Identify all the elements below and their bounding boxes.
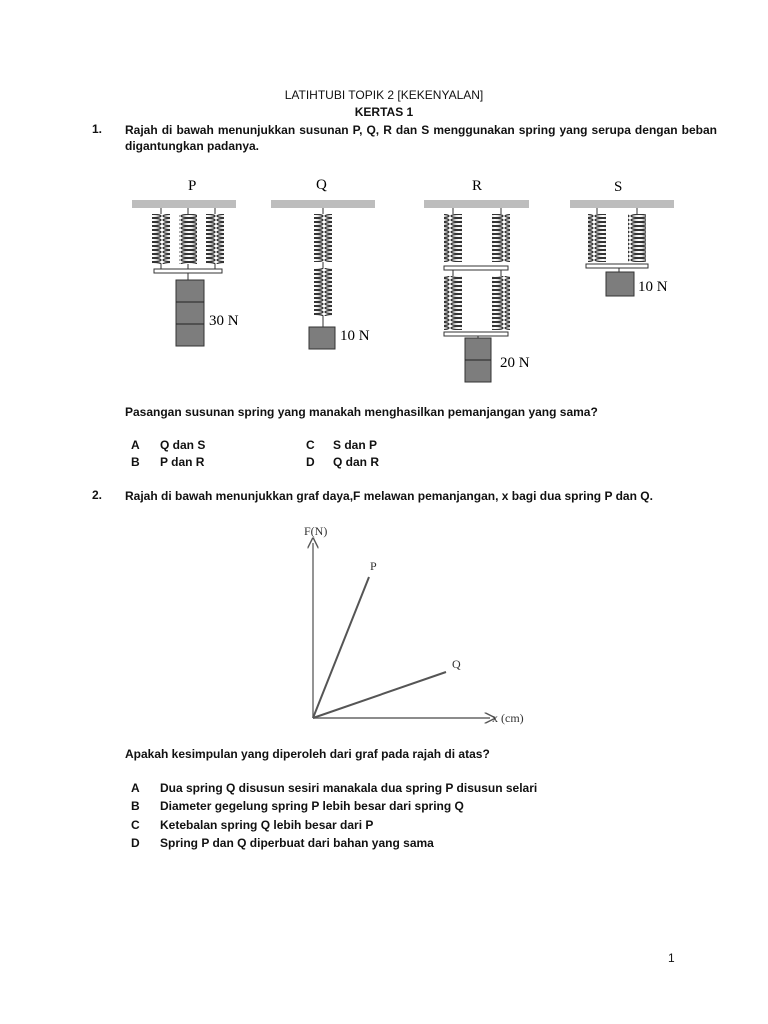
- support-bar-p: [132, 200, 236, 208]
- load-label-q: 10 N: [340, 328, 370, 344]
- label-s: S: [614, 179, 623, 195]
- worksheet-title: LATIHTUBI TOPIK 2 [KEKENYALAN]: [284, 88, 484, 102]
- line-p-label: P: [370, 559, 377, 573]
- spring-q1: [314, 214, 332, 262]
- question-2-text: Rajah di bawah menunjukkan graf daya,F melawan pemanjangan, x bagi dua spring P dan Q.: [125, 489, 653, 503]
- spring-p3: [206, 214, 224, 264]
- q2-option-c-letter: C: [131, 818, 140, 832]
- label-p: P: [188, 178, 197, 194]
- spring-p1: [152, 214, 170, 264]
- q1-option-c-letter: C: [306, 438, 315, 452]
- arrangement-q: [271, 177, 375, 349]
- load-block-q: [309, 327, 335, 349]
- load-block-p: [176, 280, 204, 346]
- spring-q2: [314, 268, 332, 316]
- arrangement-r: [424, 178, 530, 382]
- y-axis-label: F(N): [304, 524, 328, 538]
- spring-arrangement-diagram: [0, 170, 768, 390]
- page-number: 1: [668, 951, 675, 965]
- x-axis-label: x (cm): [492, 711, 524, 725]
- spring-s1: [588, 214, 606, 262]
- q1-option-c-text: S dan P: [333, 438, 378, 452]
- question-1-text-line1: Rajah di bawah menunjukkan susunan P, Q, R dan S menggunakan spring yang serupa dengan beban: [125, 123, 717, 137]
- connector-bar-r2: [444, 332, 508, 336]
- arrangement-s: [570, 179, 674, 296]
- spring-r3: [444, 276, 462, 330]
- load-block-s: [606, 272, 634, 296]
- q1-option-d-letter: D: [306, 455, 315, 469]
- q2-option-a-letter: A: [131, 781, 140, 795]
- q2-option-d-letter: D: [131, 836, 140, 850]
- load-label-p: 30 N: [209, 313, 239, 329]
- spring-s2: [628, 214, 646, 262]
- force-extension-graph: [290, 515, 550, 730]
- paper-label: KERTAS 1: [354, 105, 414, 119]
- line-p: [313, 577, 369, 718]
- support-bar-s: [570, 200, 674, 208]
- question-1-number: 1.: [92, 122, 103, 136]
- spring-r1: [444, 214, 462, 262]
- load-label-r: 20 N: [500, 355, 530, 371]
- question-2-number: 2.: [92, 488, 103, 502]
- question-1-prompt: Pasangan susunan spring yang manakah menghasilkan pemanjangan yang sama?: [125, 405, 598, 419]
- connector-bar-p: [154, 269, 222, 273]
- q1-option-b-text: P dan R: [160, 455, 205, 469]
- support-bar-q: [271, 200, 375, 208]
- q2-option-b-letter: B: [131, 799, 140, 813]
- connector-bar-s: [586, 264, 648, 268]
- load-label-s: 10 N: [638, 279, 668, 295]
- q2-option-a-text: Dua spring Q disusun sesiri manakala dua spring P disusun selari: [160, 781, 538, 795]
- spring-r2: [492, 214, 510, 262]
- q2-option-b-text: Diameter gegelung spring P lebih besar dari spring Q: [160, 799, 464, 813]
- question-2-prompt: Apakah kesimpulan yang diperoleh dari graf pada rajah di atas?: [125, 747, 490, 761]
- line-q: [313, 672, 446, 718]
- question-1-text-line2: digantungkan padanya.: [125, 139, 260, 153]
- q1-option-a-letter: A: [131, 438, 140, 452]
- spring-r4: [492, 276, 510, 330]
- q1-option-b-letter: B: [131, 455, 140, 469]
- spring-p2: [179, 214, 197, 264]
- q1-option-a-text: Q dan S: [160, 438, 206, 452]
- support-bar-r: [424, 200, 529, 208]
- q2-option-d-text: Spring P dan Q diperbuat dari bahan yang sama: [160, 836, 434, 850]
- label-r: R: [472, 178, 483, 194]
- line-q-label: Q: [452, 657, 461, 671]
- q2-option-c-text: Ketebalan spring Q lebih besar dari P: [160, 818, 374, 832]
- connector-bar-r1: [444, 266, 508, 270]
- arrangement-p: [132, 178, 239, 346]
- label-q: Q: [316, 177, 327, 193]
- q1-option-d-text: Q dan R: [333, 455, 380, 469]
